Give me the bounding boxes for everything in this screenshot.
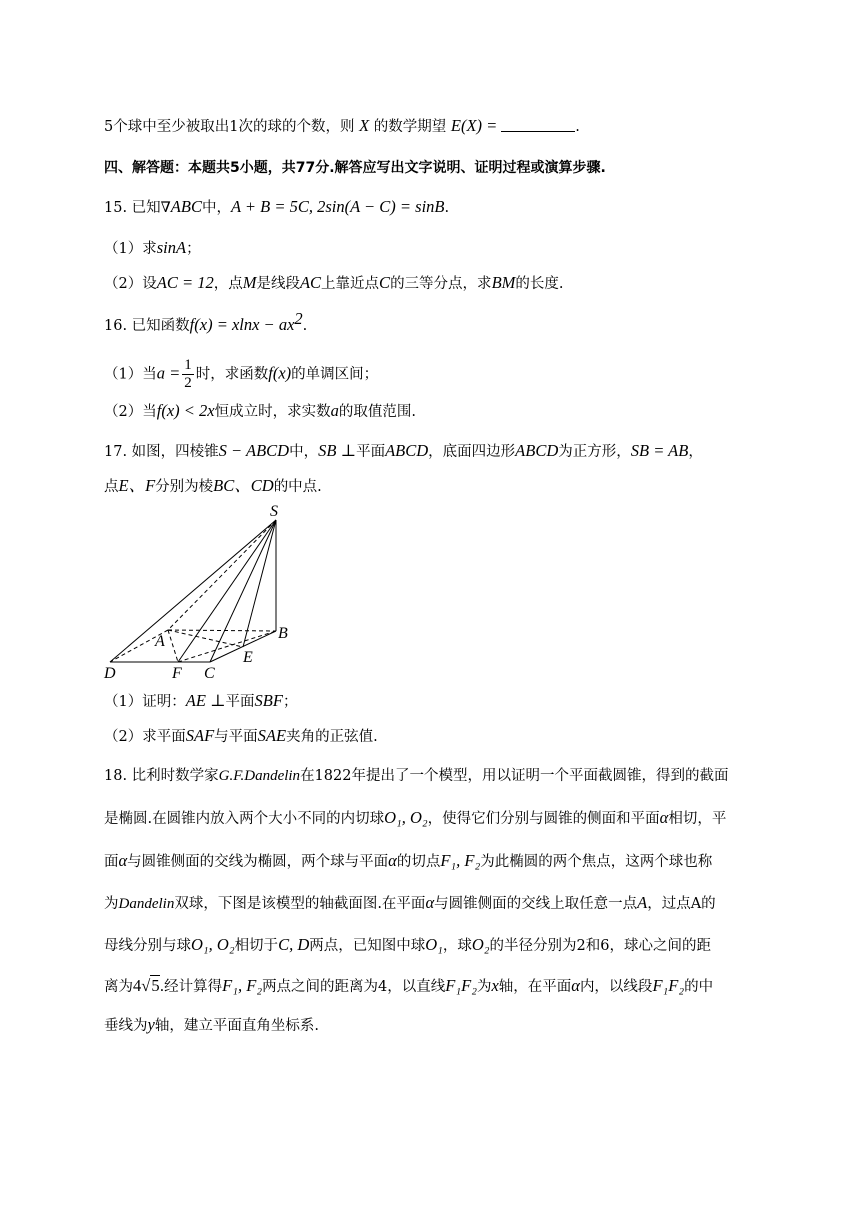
q18-l5-math4: O₂ xyxy=(471,935,490,954)
pyramid-figure xyxy=(100,500,300,685)
q18-l6-text-g: 的中 xyxy=(684,979,714,995)
q18-l6-text-e: 轴，在平面 xyxy=(498,979,572,995)
q18-l6-alpha: α xyxy=(571,976,580,995)
edge-SC xyxy=(210,520,276,662)
q15-p1-math: sinA xyxy=(156,238,187,257)
q15-stem-text: 15. 已知∇ xyxy=(104,200,171,216)
q18-l2-text-c: 相切，平 xyxy=(668,811,727,827)
q18-l5-math2: C, D xyxy=(278,935,310,954)
edge-SE xyxy=(243,520,276,647)
q15-stem xyxy=(104,197,449,218)
q16-p2-math: f(x) < 2x xyxy=(156,401,215,420)
q15-triangle: ABC xyxy=(170,197,202,216)
label-S: S xyxy=(270,503,278,520)
q18-l4-text: 为 xyxy=(104,896,119,912)
q18-line6 xyxy=(104,976,713,997)
q17-stem-text: 17. 如图，四棱锥 xyxy=(104,444,219,460)
q14-tail-line xyxy=(104,116,580,137)
q16-stem-exp: 2 xyxy=(294,309,303,328)
q16-p1-lhs: a = xyxy=(156,363,181,383)
q18-l6-text-c: 两点之间的距离为4，以直线 xyxy=(262,979,446,995)
q18-line7 xyxy=(104,1015,319,1036)
q14-text-b: 的数学期望 xyxy=(373,119,447,135)
q18-l4-name: Dandelin xyxy=(118,896,175,912)
label-C: C xyxy=(204,665,215,682)
q18-line2 xyxy=(104,808,726,829)
q17-part1 xyxy=(104,691,297,712)
q17-l2-text: 点 xyxy=(104,479,119,495)
q16-p2-text-b: 恒成立时，求实数 xyxy=(214,404,331,420)
q17-part2 xyxy=(104,726,378,747)
answer-blank[interactable] xyxy=(501,117,575,132)
edge-AF xyxy=(168,630,178,662)
q16-p1-math: f(x) xyxy=(268,363,292,383)
q16-part2 xyxy=(104,401,416,422)
q18-line1 xyxy=(104,766,728,786)
q17-p2-text-c: 夹角的正弦值. xyxy=(286,729,378,745)
q16-stem-math: f(x) = xlnx − ax xyxy=(189,314,295,334)
q18-l3-text: 面 xyxy=(104,854,119,870)
q16-p2-var: a xyxy=(330,401,339,420)
label-B: B xyxy=(278,625,288,642)
q18-l2-alpha: α xyxy=(659,808,669,827)
q15-p2-text-f: 的长度. xyxy=(515,276,564,292)
q18-l2-math: O₁, O₂ xyxy=(384,808,428,827)
q17-l2-text-c: 的中点. xyxy=(273,479,322,495)
sqrt-icon: √ xyxy=(141,976,151,995)
q17-stem-math4: ABCD xyxy=(515,441,559,460)
section-heading: 四、解答题：本题共5小题，共77分.解答应写出文字说明、证明过程或演算步骤. xyxy=(104,160,606,176)
q16-p2-text: （2）当 xyxy=(104,404,157,420)
q18-l6-math2: F₁F₂ xyxy=(445,976,477,995)
q17-l2-math2: BC、CD xyxy=(213,476,274,495)
q18-l3-alpha2: α xyxy=(388,851,397,870)
q16-p1-text-b: 时，求函数 xyxy=(195,366,269,383)
label-E: E xyxy=(243,649,253,666)
q18-l7-text-b: 轴，建立平面直角坐标系. xyxy=(154,1018,319,1034)
q17-p2-math2: SAE xyxy=(257,726,287,745)
edge-AE xyxy=(168,630,243,647)
fraction-numerator: 1 xyxy=(184,357,192,373)
q17-l2-text-b: 分别为棱 xyxy=(155,479,214,495)
q15-stem-end: . xyxy=(444,200,450,216)
q16-p1-text-c: 的单调区间； xyxy=(291,366,379,383)
q18-l6-text: 离为 xyxy=(104,979,133,995)
q18-line3 xyxy=(104,851,712,872)
q18-l3-math: F₁, F₂ xyxy=(440,851,481,870)
q17-p2-text-b: 与平面 xyxy=(214,729,258,745)
q15-p2-math4: C xyxy=(379,273,391,292)
q17-p1-text-b: 平面 xyxy=(225,694,255,710)
q18-l6-radicand: 5 xyxy=(151,976,160,995)
q14-end: . xyxy=(575,119,580,135)
q15-p2-math5: BM xyxy=(491,273,516,292)
q18-l4-alpha: α xyxy=(425,893,435,912)
q18-l6-text-d: 为 xyxy=(476,979,492,995)
q17-p1-text: （1）证明： xyxy=(104,694,186,710)
q14-text: 5个球中至少被取出1次的球的个数，则 xyxy=(104,119,355,135)
q18-l4-text-b: 双球，下图是该模型的轴截面图.在平面 xyxy=(174,896,426,912)
q17-stem-text-c: 平面 xyxy=(356,444,386,460)
q17-stem-math3: ABCD xyxy=(385,441,429,460)
q15-p2-math2: M xyxy=(242,273,257,292)
q18-l6-math3: F₁F₂ xyxy=(652,976,685,995)
q17-stem xyxy=(104,441,703,462)
q17-stem-line2 xyxy=(104,476,322,497)
q15-p2-text-c: 是线段 xyxy=(256,276,300,292)
q17-p1-text-c: ； xyxy=(282,694,298,710)
q17-stem-text-b: 中， xyxy=(289,444,319,460)
q15-p1-end: ； xyxy=(186,241,201,257)
q16-stem xyxy=(104,309,307,336)
q18-l1-text-b: 在1822年提出了一个模型，用以证明一个平面截圆锥，得到的截面 xyxy=(300,768,729,784)
q15-p2-math1: AC = 12 xyxy=(156,273,214,292)
q18-line5 xyxy=(104,935,711,956)
q18-l1-name: G.F.Dandelin xyxy=(218,768,301,784)
q15-p2-text-d: 上靠近点 xyxy=(321,276,380,292)
q18-l5-text-b: 相切于 xyxy=(234,938,279,954)
q15-p2-text: （2）设 xyxy=(104,276,157,292)
q15-p1-text: （1）求 xyxy=(104,241,157,257)
q18-l6-x: x xyxy=(491,976,499,995)
q17-l2-math1: E、F xyxy=(118,476,156,495)
q17-stem-math2: SB ⊥ xyxy=(318,441,357,460)
q18-l4-text-c: 与圆锥侧面的交线上取任意一点 xyxy=(434,896,638,912)
q18-l6-text-b: .经计算得 xyxy=(159,979,223,995)
q15-p2-math3: AC xyxy=(299,273,322,292)
q18-l7-y: y xyxy=(147,1015,155,1034)
q18-l3-alpha: α xyxy=(118,851,128,870)
q14-expr: E(X) = xyxy=(450,116,498,135)
q17-stem-text-f: ， xyxy=(688,444,703,460)
q15-stem-math: A + B = 5C, 2sin(A − C) = sinB xyxy=(230,197,445,216)
q17-stem-text-e: 为正方形， xyxy=(558,444,631,460)
q16-fraction xyxy=(182,357,194,392)
q18-l3-text-b: 与圆锥侧面的交线为椭圆，两个球与平面 xyxy=(127,854,389,870)
q18-l3-text-d: 为此椭圆的两个焦点，这两个球也称 xyxy=(480,854,713,870)
q17-p2-text: （2）求平面 xyxy=(104,729,186,745)
q18-l2-text: 是椭圆.在圆锥内放入两个大小不同的内切球 xyxy=(104,811,385,827)
q14-var: X xyxy=(359,116,370,135)
q18-l5-math3: O₁ xyxy=(425,935,443,954)
q16-part1 xyxy=(104,357,378,392)
q18-l6-math1: F₁, F₂ xyxy=(222,976,263,995)
edge-AB xyxy=(168,630,276,631)
q16-p1-text: （1）当 xyxy=(104,366,157,383)
q18-l5-text-d: ，球 xyxy=(442,938,472,954)
q18-l3-text-c: 的切点 xyxy=(396,854,441,870)
fraction-denominator: 2 xyxy=(184,375,192,391)
q18-l2-text-b: ，使得它们分别与圆锥的侧面和平面 xyxy=(427,811,660,827)
q18-l7-text: 垂线为 xyxy=(104,1018,148,1034)
q18-line4 xyxy=(104,893,716,914)
q17-stem-math1: S − ABCD xyxy=(218,441,290,460)
q17-p1-math1: AE ⊥ xyxy=(185,691,226,710)
q18-l6-coef: 4 xyxy=(133,976,142,995)
q18-l1-text: 18. 比利时数学家 xyxy=(104,768,219,784)
edge-FB xyxy=(178,631,276,662)
q15-stem-text-c: 中， xyxy=(201,200,231,216)
q15-part2 xyxy=(104,273,564,294)
q18-l6-text-f: 内，以线段 xyxy=(579,979,653,995)
label-A: A xyxy=(155,633,165,650)
q17-p1-math2: SBF xyxy=(254,691,283,710)
q17-stem-text-d: ，底面四边形 xyxy=(428,444,516,460)
q15-part1 xyxy=(104,238,201,259)
q17-stem-math5: SB = AB xyxy=(630,441,689,460)
q16-stem-end: . xyxy=(302,317,308,334)
label-F: F xyxy=(172,665,182,682)
q18-l4-point: A xyxy=(637,893,648,912)
q15-p2-text-e: 的三等分点，求 xyxy=(390,276,492,292)
edge-SA xyxy=(168,520,276,630)
label-D: D xyxy=(104,665,116,682)
q18-l5-math1: O₁, O₂ xyxy=(191,935,235,954)
q18-l5-text-e: 的半径分别为2和6，球心之间的距 xyxy=(489,938,711,954)
q18-l5-text: 母线分别与球 xyxy=(104,938,191,954)
q16-p2-text-c: 的取值范围. xyxy=(338,404,416,420)
q18-l4-text-d: ，过点A的 xyxy=(647,896,716,912)
q17-p2-math1: SAF xyxy=(185,726,215,745)
q18-l5-text-c: 两点，已知图中球 xyxy=(309,938,426,954)
q16-stem-text: 16. 已知函数 xyxy=(104,317,190,334)
q15-p2-text-b: ，点 xyxy=(213,276,243,292)
